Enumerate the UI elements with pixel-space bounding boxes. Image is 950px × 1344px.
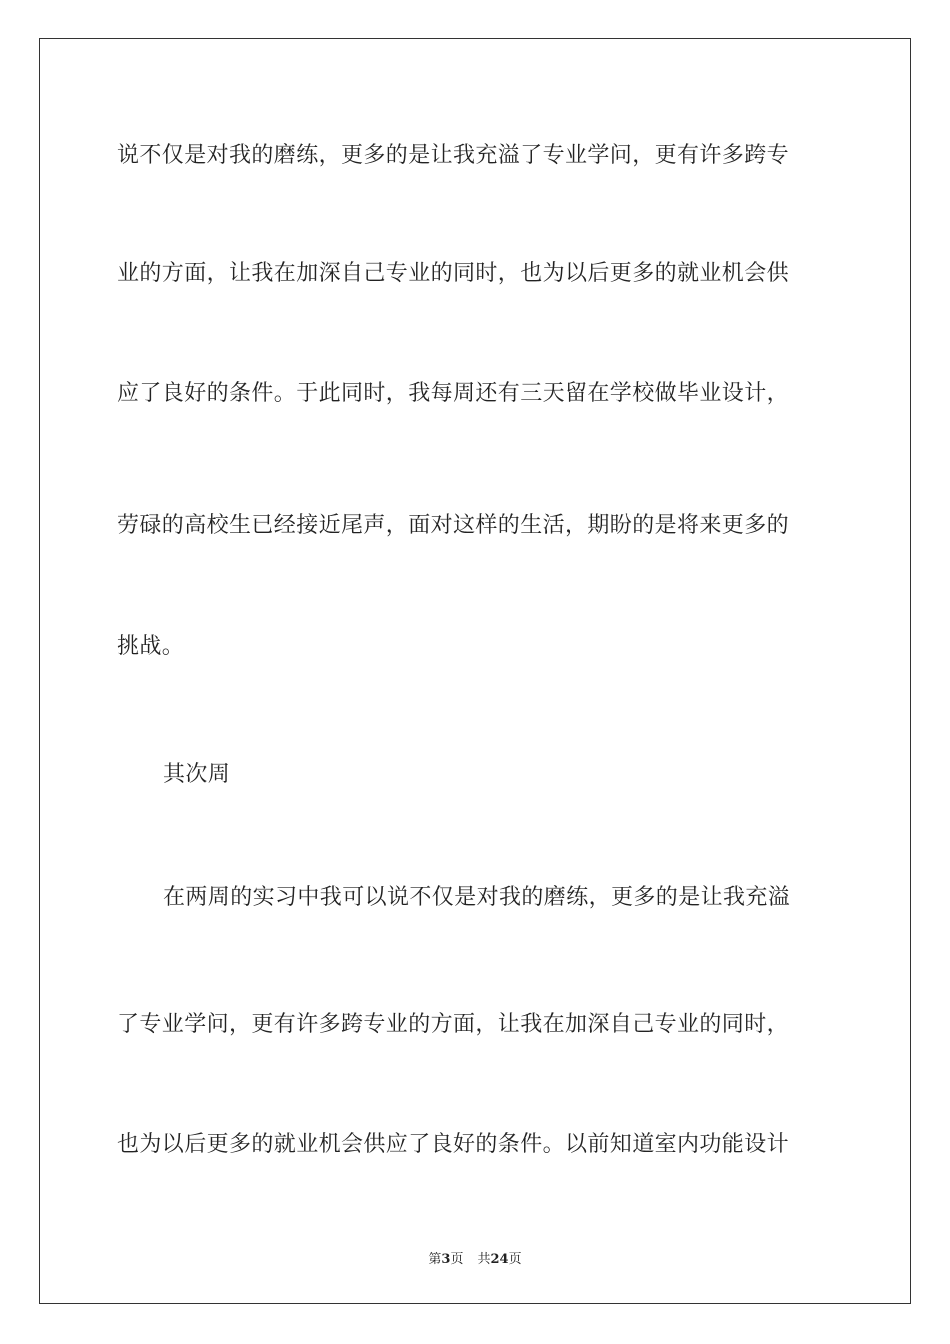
page-footer — [0, 1248, 950, 1267]
footer-total-prefix: 共 — [477, 1252, 491, 1267]
page-border — [39, 38, 911, 1304]
text-line-5: 挑战。 — [117, 634, 185, 659]
paragraph-line-1: 在两周的实习中我可以说不仅是对我的磨练，更多的是让我充溢 — [163, 885, 791, 910]
footer-page-suffix: 页 — [450, 1252, 464, 1267]
text-line-1: 说不仅是对我的磨练，更多的是让我充溢了专业学问，更有许多跨专 — [117, 143, 790, 168]
paragraph-line-3: 也为以后更多的就业机会供应了良好的条件。以前知道室内功能设计 — [117, 1132, 790, 1157]
footer-total-number: 24 — [490, 1252, 509, 1267]
text-line-3: 应了良好的条件。于此同时，我每周还有三天留在学校做毕业设计， — [117, 381, 790, 406]
footer-total-suffix: 页 — [508, 1252, 522, 1267]
text-line-2: 业的方面，让我在加深自己专业的同时，也为以后更多的就业机会供 — [117, 261, 790, 286]
footer-page-prefix: 第 — [428, 1252, 442, 1267]
footer-page-number: 3 — [441, 1252, 451, 1267]
paragraph-line-2: 了专业学问，更有许多跨专业的方面，让我在加深自己专业的同时， — [117, 1012, 790, 1037]
section-heading: 其次周 — [163, 762, 231, 787]
text-line-4: 劳碌的高校生已经接近尾声，面对这样的生活，期盼的是将来更多的 — [117, 513, 790, 538]
